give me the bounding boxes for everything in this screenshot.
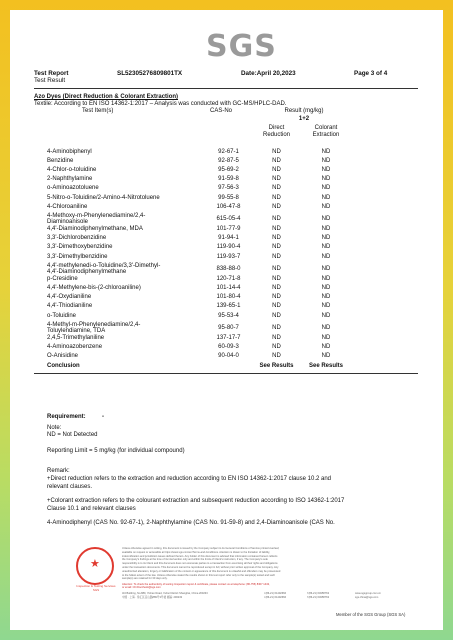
table-row xyxy=(10,212,443,226)
row-item-name: 4-Chloroaniline xyxy=(47,203,88,210)
note-nd: ND = Not Detected xyxy=(47,432,98,438)
remark-colorant-2: Clause 10.1 and relevant clauses xyxy=(47,506,136,512)
row-item-name-line2: Diaminoanisole xyxy=(47,219,89,226)
row-colorant-result: ND xyxy=(321,226,331,233)
row-colorant-result: ND xyxy=(321,265,331,272)
row-colorant-result: ND xyxy=(321,294,331,301)
row-cas-no: 95-53-4 xyxy=(218,312,239,319)
requirement-label: Requirement: xyxy=(47,414,86,420)
row-cas-no: 97-56-3 xyxy=(218,185,239,192)
document-page xyxy=(10,10,443,630)
row-cas-no: 120-71-8 xyxy=(216,276,241,283)
row-cas-no: 119-90-4 xyxy=(216,244,241,251)
requirement-value: - xyxy=(102,414,104,420)
row-cas-no: 91-94-1 xyxy=(218,235,239,242)
star-icon: ★ xyxy=(90,558,100,570)
row-item-name: o-Toluidine xyxy=(47,312,77,319)
row-item-name: 4-Aminoazobenzene xyxy=(47,344,103,351)
sub-direct-1: Direct xyxy=(268,125,285,131)
table-row xyxy=(10,226,443,235)
disclaimer-line: available on request or accessible at https://www.sgs.com/en/Terms-and-Conditions. Attention is drawn to the limitation of liability, xyxy=(122,550,271,554)
remark-label: Remark: xyxy=(47,468,70,474)
conclusion-colorant: See Results xyxy=(308,363,344,370)
footer-tel-2: t (86-21) 61402666 xyxy=(264,596,287,599)
page-number: Page 3 of 4 xyxy=(354,70,388,77)
row-cas-no: 101-80-4 xyxy=(216,294,241,301)
row-colorant-result: ND xyxy=(321,285,331,292)
table-row xyxy=(10,235,443,244)
remark-direct-2: relevant clauses. xyxy=(47,484,93,490)
row-item-name: 3,3'-Dichlorobenzidine xyxy=(47,235,107,242)
disclaimer-line: the Company's findings at the time of its intervention only and within the limits of Client's instruction, if any. The Company's sole xyxy=(122,558,268,562)
row-direct-result: ND xyxy=(272,185,281,192)
report-number: SL52305276809801TX xyxy=(117,70,183,77)
row-item-name: 4-Methyl-m-Phenylenediamine/2,4- xyxy=(47,321,141,328)
row-item-name: 3,3'-Dimethoxybenzidine xyxy=(47,244,113,251)
row-colorant-result: ND xyxy=(321,276,331,283)
remark-listed: 4-Aminodiphenyl (CAS No. 92-67-1), 2-Naphthylamine (CAS No. 91-59-8) and 2,4-Diaminoanisole (CAS No. xyxy=(47,520,335,526)
stamp-text-2: SGS xyxy=(92,587,100,592)
row-direct-result: ND xyxy=(272,244,281,251)
row-item-name: 4,4'-Oxydianiline xyxy=(47,294,92,301)
row-item-name: 4-Aminobiphenyl xyxy=(47,149,92,155)
section-method: Textile: According to EN ISO 14362-1:2017 – Analysis was conducted with GC-MS/HPLC-DAD. xyxy=(34,101,287,107)
row-item-name: 4,4'-methylenedi-o-Toluidine/3,3'-Dimethyl- xyxy=(47,262,161,269)
row-direct-result: ND xyxy=(272,235,281,242)
row-item-name: 2,4,5-Trimethylaniline xyxy=(47,335,105,342)
table-row xyxy=(10,285,443,294)
table-row xyxy=(10,276,443,285)
row-item-name-line2: Toluylendiamine, TDA xyxy=(47,328,106,335)
row-colorant-result: ND xyxy=(321,158,331,165)
row-direct-result: ND xyxy=(272,215,281,222)
row-item-name: 5-Nitro-o-Toluidine/2-Amino-4-Nitrotoluene xyxy=(47,194,160,201)
table-row xyxy=(10,176,443,185)
table-row xyxy=(10,167,443,176)
disclaimer-line: Unless otherwise agreed in writing, this document is issued by the Company subject to its General Conditions of Service printed overleaf, xyxy=(122,547,280,550)
row-direct-result: ND xyxy=(272,194,281,201)
row-direct-result: ND xyxy=(272,265,281,272)
row-item-name: 4-Chlor-o-toluidine xyxy=(47,167,97,174)
conclusion-direct: See Results xyxy=(259,363,294,370)
table-row xyxy=(10,303,443,312)
report-date: Date:April 20,2023 xyxy=(241,70,296,77)
footer-member: Member of the SGS Group (SGS SA) xyxy=(336,612,406,617)
table-row xyxy=(10,262,443,276)
row-direct-result: ND xyxy=(272,285,281,292)
row-direct-result: ND xyxy=(272,303,281,310)
row-colorant-result: ND xyxy=(321,344,331,351)
row-direct-result: ND xyxy=(272,276,281,283)
footer-tel-1: t (86-21) 61402666 xyxy=(264,592,287,595)
row-direct-result: ND xyxy=(272,312,281,319)
footer-web-2: sgs.china@sgs.com xyxy=(355,596,379,599)
row-colorant-result: ND xyxy=(321,235,331,242)
row-item-name: o-Aminoazotoluene xyxy=(47,185,99,192)
row-item-name: p-Cresidine xyxy=(47,276,78,283)
table-row xyxy=(10,254,443,263)
row-direct-result: ND xyxy=(272,149,281,155)
table-row xyxy=(10,321,443,335)
disclaimer-line: sample(s) are retained for 30 days only. xyxy=(122,577,168,581)
row-colorant-result: ND xyxy=(321,194,331,201)
row-cas-no: 60-09-3 xyxy=(218,344,239,351)
table-row xyxy=(10,195,443,204)
footer-fax-2: f (86-21) 64958763 xyxy=(307,596,330,599)
row-item-name: 4-Methoxy-m-Phenylenediamine/2,4- xyxy=(47,212,146,219)
sample-id: 1+2 xyxy=(298,116,310,122)
table-row xyxy=(10,158,443,167)
sub-direct-2: Reduction xyxy=(262,132,291,138)
row-colorant-result: ND xyxy=(321,149,331,155)
row-cas-no: 119-93-7 xyxy=(216,253,241,260)
test-result-label: Test Result xyxy=(34,77,66,84)
row-cas-no: 90-04-0 xyxy=(218,353,239,360)
reporting-limit: Reporting Limit = 5 mg/kg (for individual compound) xyxy=(47,448,185,454)
row-item-name: 2-Naphthylamine xyxy=(47,176,93,183)
row-item-name: 4,4'-Methylene-bis-(2-chloroaniline) xyxy=(47,285,141,292)
header-divider xyxy=(34,88,418,89)
row-direct-result: ND xyxy=(272,167,281,174)
stamp-text-1: Inspection & Testing Services xyxy=(76,584,116,588)
table-row xyxy=(10,353,443,362)
row-colorant-result: ND xyxy=(321,253,331,260)
row-cas-no: 95-80-7 xyxy=(218,324,239,331)
footer-address-2: 中国 · 上海 · 徐汇区宜山路889号3号楼 邮编: 200233 xyxy=(122,596,183,599)
row-direct-result: ND xyxy=(272,344,281,351)
row-cas-no: 106-47-8 xyxy=(216,203,241,210)
row-direct-result: ND xyxy=(272,203,281,210)
row-direct-result: ND xyxy=(272,335,281,342)
row-cas-no: 95-69-2 xyxy=(218,167,239,174)
sub-colorant-1: Colorant xyxy=(314,125,338,131)
footer-attention-2: or email: CN.Doccheck@sgs.com xyxy=(122,586,161,589)
conclusion-row xyxy=(10,363,443,372)
col-result: Result (mg/kg) xyxy=(284,108,324,114)
row-item-name-line2: 4,4'-Diaminodiphenylmethane xyxy=(47,269,127,276)
table-row xyxy=(10,344,443,353)
disclaimer-line: unauthorized alteration, forgery or falsification of the content or appearance of this document is unlawful and offenders may be prosecuted xyxy=(122,569,281,573)
footer-web-1: www.sgsgroup.com.cn xyxy=(355,592,381,595)
row-direct-result: ND xyxy=(272,353,281,360)
table-row xyxy=(10,335,443,344)
row-cas-no: 99-55-8 xyxy=(218,194,239,201)
table-row xyxy=(10,294,443,303)
row-colorant-result: ND xyxy=(321,353,331,360)
disclaimer-line: under the transaction documents. This document cannot be reproduced except in full, without prior written approval of the Company. Any xyxy=(122,566,279,569)
row-item-name: 4,4'-Diaminodiphenylmethane, MDA xyxy=(47,226,143,233)
col-test-items: Test Item(s) xyxy=(82,108,114,114)
row-item-name: Benzidine xyxy=(47,158,74,165)
row-item-name: O-Anisidine xyxy=(47,353,79,360)
row-cas-no: 615-05-4 xyxy=(216,215,241,222)
row-colorant-result: ND xyxy=(321,203,331,210)
footer-address-1: 3rd Building, No.889, Yishan Road, Xuhui District Shanghai, China 200233 xyxy=(122,592,208,595)
row-cas-no: 139-65-1 xyxy=(216,303,241,310)
row-direct-result: ND xyxy=(272,253,281,260)
note-label: Note: xyxy=(47,425,62,431)
row-direct-result: ND xyxy=(272,324,281,331)
table-row xyxy=(10,204,443,213)
row-colorant-result: ND xyxy=(321,185,331,192)
row-colorant-result: ND xyxy=(321,312,331,319)
table-row xyxy=(10,313,443,322)
row-item-name: 3,3'-Dimethylbenzidine xyxy=(47,253,108,260)
row-direct-result: ND xyxy=(272,158,281,165)
row-colorant-result: ND xyxy=(321,303,331,310)
row-item-name: 4,4'-Thiodianiline xyxy=(47,303,93,310)
row-cas-no: 101-14-4 xyxy=(216,285,241,292)
sgs-logo: SGS xyxy=(206,29,277,64)
footer-attention: Attention: To check the authenticity of testing /inspection report & certificate, please contact us at telephone: (86-755) 8307 1443, xyxy=(122,583,270,586)
row-cas-no: 91-59-8 xyxy=(218,176,239,183)
row-colorant-result: ND xyxy=(321,176,331,183)
conclusion-divider xyxy=(34,373,418,374)
row-colorant-result: ND xyxy=(321,244,331,251)
row-cas-no: 137-17-7 xyxy=(216,335,241,342)
row-direct-result: ND xyxy=(272,294,281,301)
disclaimer-line: indemnification and jurisdiction issues defined therein. Any holder of this document is advised that information contained hereon reflects xyxy=(122,554,278,558)
remark-colorant-1: +Colorant extraction refers to the colourant extraction and subsequent reduction according to ISO 14362-1:2017 xyxy=(47,498,345,504)
official-stamp xyxy=(76,547,114,585)
conclusion-label: Conclusion xyxy=(47,363,80,370)
row-colorant-result: ND xyxy=(321,167,331,174)
row-direct-result: ND xyxy=(272,226,281,233)
row-colorant-result: ND xyxy=(321,324,331,331)
table-row xyxy=(10,244,443,253)
col-cas-no: CAS-No xyxy=(210,108,233,114)
row-cas-no: 92-67-1 xyxy=(218,149,239,155)
table-row xyxy=(10,149,443,158)
row-colorant-result: ND xyxy=(321,335,331,342)
row-cas-no: 838-88-0 xyxy=(216,265,241,272)
table-row xyxy=(10,185,443,194)
row-direct-result: ND xyxy=(272,176,281,183)
row-cas-no: 101-77-9 xyxy=(216,226,241,233)
remark-direct-1: +Direct reduction refers to the extraction and reduction according to EN ISO 14362-1:2017 clause 10.2 and xyxy=(47,476,332,482)
sub-colorant-2: Extraction xyxy=(312,132,340,138)
row-cas-no: 92-87-5 xyxy=(218,158,239,165)
stamp-caption xyxy=(73,585,119,592)
footer-fax-1: f (86-21) 64958763 xyxy=(307,592,330,595)
test-report-label: Test Report xyxy=(34,70,69,77)
disclaimer-line: to the fullest extent of the law. Unless otherwise stated the results shown in this test report refer only to the sample(s) tested and such xyxy=(122,573,276,577)
disclaimer-line: responsibility is to its Client and this document does not exonerate parties to a transaction from exercising all their rights and obligations xyxy=(122,562,278,566)
section-title: Azo Dyes (Direct Reduction & Colorant Extraction) xyxy=(34,94,179,100)
row-colorant-result: ND xyxy=(321,215,331,222)
